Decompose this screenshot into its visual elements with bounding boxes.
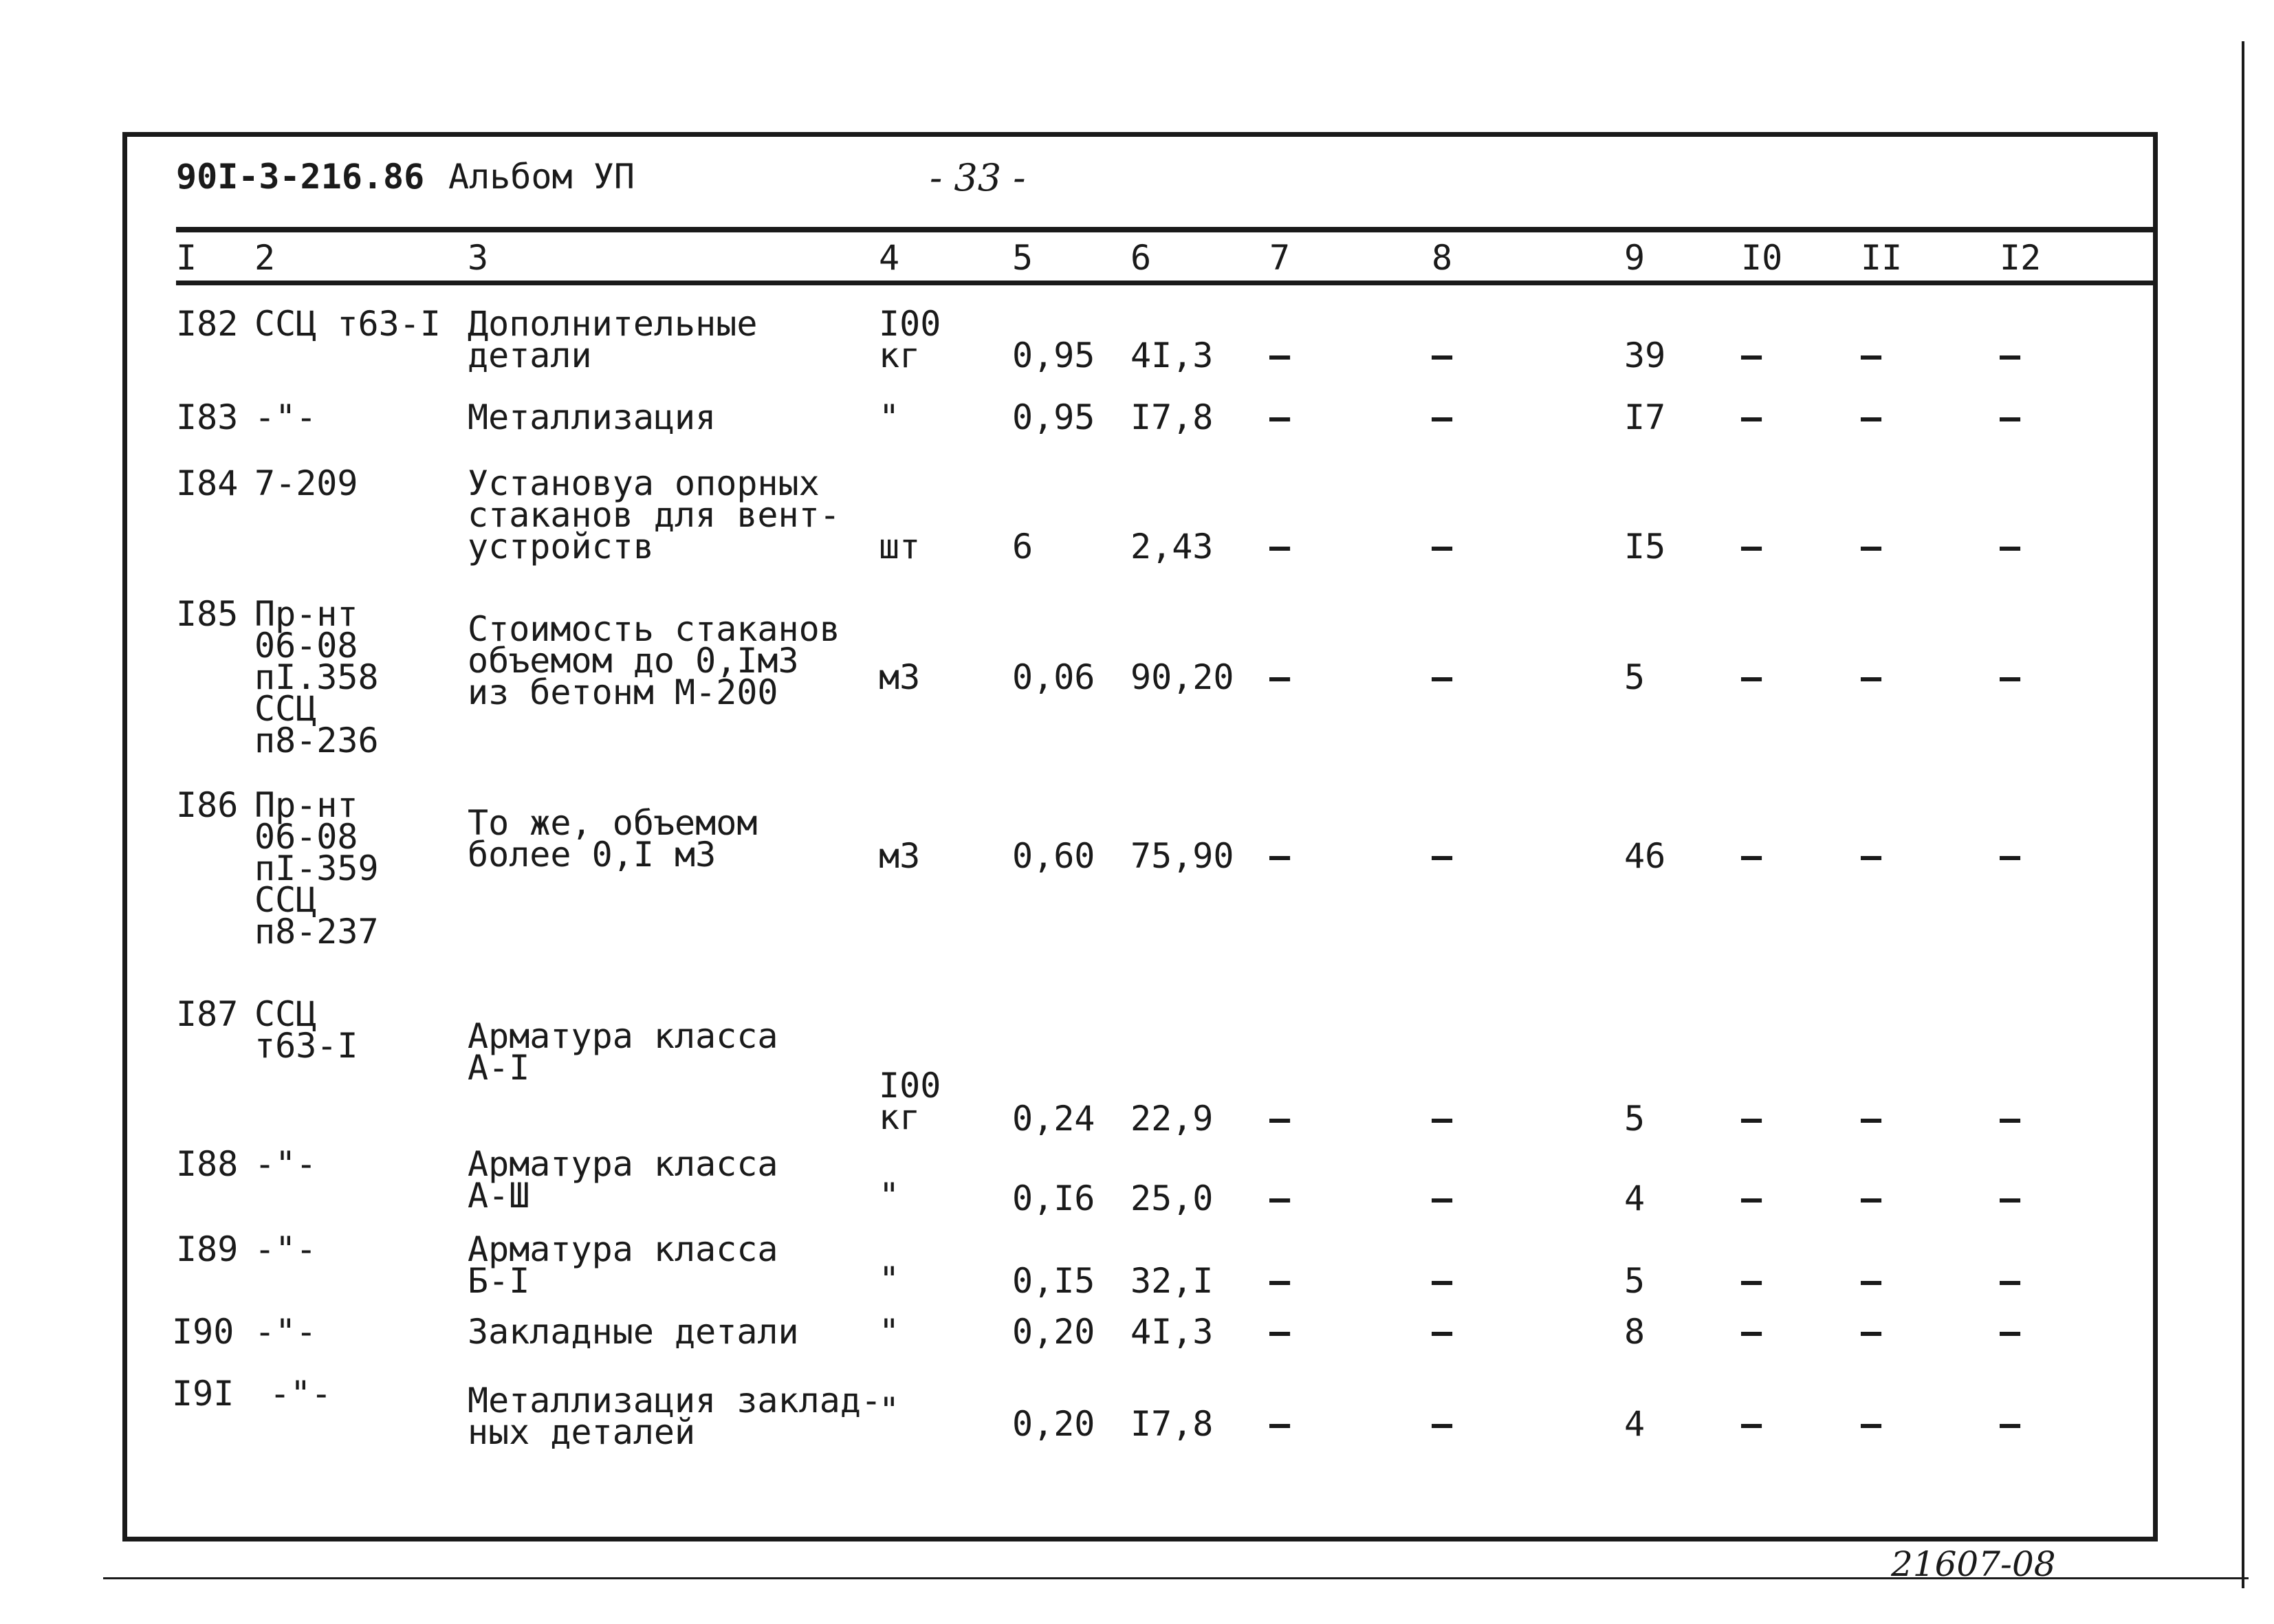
row-unit: " xyxy=(879,1312,900,1352)
row-total: 8 xyxy=(1624,1312,1646,1352)
row-unit: м3 xyxy=(879,657,921,697)
row-col7: – xyxy=(1269,1312,1291,1352)
document-code: 90I-3-216.86 xyxy=(176,157,425,197)
row-name: Металлизация xyxy=(468,397,717,437)
row-unit: I00 кг xyxy=(879,304,941,375)
column-number: 5 xyxy=(1012,238,1034,278)
row-name: Закладные детали xyxy=(468,1312,799,1352)
row-number: I82 xyxy=(176,304,239,344)
row-name: Арматура класса А-I xyxy=(468,1016,778,1088)
row-col12: – xyxy=(2000,397,2021,437)
row-col7: – xyxy=(1269,657,1291,697)
row-col10: – xyxy=(1741,1178,1762,1218)
row-code: Пр-нт 06-08 пI.358 ССЦ п8-236 xyxy=(254,594,379,760)
row-unit: м3 xyxy=(879,836,921,876)
row-col7: – xyxy=(1269,527,1291,567)
row-col12: – xyxy=(2000,527,2021,567)
column-number: 4 xyxy=(879,238,900,278)
row-price: 4I,3 xyxy=(1130,336,1214,375)
row-col7: – xyxy=(1269,836,1291,876)
row-col12: – xyxy=(2000,1261,2021,1301)
row-total: 5 xyxy=(1624,657,1646,697)
row-col8: – xyxy=(1432,336,1453,375)
row-total: I7 xyxy=(1624,397,1666,437)
row-col11: – xyxy=(1861,397,1882,437)
column-number: I2 xyxy=(2000,238,2042,278)
column-number: 2 xyxy=(254,238,276,278)
row-unit: I00 кг xyxy=(879,1066,941,1137)
header-rule-top xyxy=(176,227,2154,232)
row-unit: " xyxy=(879,1260,900,1299)
row-qty: 0,20 xyxy=(1012,1404,1095,1444)
row-col10: – xyxy=(1741,657,1762,697)
row-col12: – xyxy=(2000,836,2021,876)
row-code: -"- xyxy=(254,1229,317,1269)
row-price: I7,8 xyxy=(1130,397,1214,437)
row-code: Пр-нт 06-08 пI-359 ССЦ п8-237 xyxy=(254,785,379,952)
row-code: -"- xyxy=(254,1144,317,1184)
row-code: -"- xyxy=(254,397,317,437)
row-col12: – xyxy=(2000,336,2021,375)
row-col8: – xyxy=(1432,836,1453,876)
row-col8: – xyxy=(1432,1404,1453,1444)
row-qty: 0,24 xyxy=(1012,1099,1095,1139)
right-margin-line xyxy=(2242,41,2244,1588)
row-col11: – xyxy=(1861,1261,1882,1301)
row-qty: 0,06 xyxy=(1012,657,1095,697)
column-number: II xyxy=(1861,238,1903,278)
row-price: 2,43 xyxy=(1130,527,1214,567)
row-number: I86 xyxy=(176,785,239,825)
row-col11: – xyxy=(1861,657,1882,697)
footer-stamp: 21607-08 xyxy=(1891,1544,2056,1584)
column-number: 3 xyxy=(468,238,489,278)
row-col7: – xyxy=(1269,1178,1291,1218)
row-col11: – xyxy=(1861,1099,1882,1139)
row-col11: – xyxy=(1861,1404,1882,1444)
row-code: ССЦ т63-I xyxy=(254,994,358,1066)
row-total: 5 xyxy=(1624,1099,1646,1139)
row-col8: – xyxy=(1432,1312,1453,1352)
row-col11: – xyxy=(1861,527,1882,567)
row-total: 46 xyxy=(1624,836,1666,876)
row-number: I87 xyxy=(176,994,239,1034)
row-qty: 0,I5 xyxy=(1012,1261,1095,1301)
row-number: I83 xyxy=(176,397,239,437)
row-col12: – xyxy=(2000,657,2021,697)
row-unit: " xyxy=(879,397,900,437)
row-col11: – xyxy=(1861,836,1882,876)
row-price: 32,I xyxy=(1130,1261,1214,1301)
row-price: 75,90 xyxy=(1130,836,1234,876)
row-name: Стоимость стаканов объемом до 0,Iм3 из бетонм М-200 xyxy=(468,609,840,712)
column-number: 8 xyxy=(1432,238,1453,278)
row-code: ССЦ т63-I xyxy=(254,304,441,344)
row-col10: – xyxy=(1741,397,1762,437)
row-col7: – xyxy=(1269,1404,1291,1444)
row-col7: – xyxy=(1269,397,1291,437)
row-price: I7,8 xyxy=(1130,1404,1214,1444)
row-col12: – xyxy=(2000,1178,2021,1218)
row-qty: 0,20 xyxy=(1012,1312,1095,1352)
row-qty: 0,I6 xyxy=(1012,1178,1095,1218)
row-price: 90,20 xyxy=(1130,657,1234,697)
row-code: -"- xyxy=(270,1374,332,1414)
row-col11: – xyxy=(1861,336,1882,375)
row-unit: " xyxy=(879,1390,900,1430)
row-col8: – xyxy=(1432,657,1453,697)
row-col7: – xyxy=(1269,336,1291,375)
row-number: I9I xyxy=(172,1374,234,1414)
row-col10: – xyxy=(1741,836,1762,876)
row-col8: – xyxy=(1432,527,1453,567)
column-number: 6 xyxy=(1130,238,1152,278)
row-number: I89 xyxy=(176,1229,239,1269)
row-col10: – xyxy=(1741,527,1762,567)
row-total: I5 xyxy=(1624,527,1666,567)
row-total: 39 xyxy=(1624,336,1666,375)
row-number: I84 xyxy=(176,463,239,503)
column-number: I0 xyxy=(1741,238,1783,278)
row-name: Арматура класса А-Ш xyxy=(468,1144,778,1216)
column-number: I xyxy=(176,238,197,278)
row-col7: – xyxy=(1269,1261,1291,1301)
row-unit: " xyxy=(879,1176,900,1216)
row-unit: шт xyxy=(879,527,921,567)
row-name: Металлизация заклад- ных деталей xyxy=(468,1381,882,1452)
row-number: I90 xyxy=(172,1312,234,1352)
column-number: 7 xyxy=(1269,238,1291,278)
row-code: -"- xyxy=(254,1312,317,1352)
row-col8: – xyxy=(1432,397,1453,437)
row-price: 22,9 xyxy=(1130,1099,1214,1139)
row-number: I85 xyxy=(176,594,239,634)
row-qty: 0,60 xyxy=(1012,836,1095,876)
row-col7: – xyxy=(1269,1099,1291,1139)
row-col12: – xyxy=(2000,1099,2021,1139)
row-price: 25,0 xyxy=(1130,1178,1214,1218)
album-label: Альбом УП xyxy=(448,157,635,197)
header-rule-bottom xyxy=(176,281,2154,285)
row-qty: 6 xyxy=(1012,527,1034,567)
row-col10: – xyxy=(1741,1312,1762,1352)
row-col8: – xyxy=(1432,1099,1453,1139)
row-name: Дополнительные детали xyxy=(468,304,758,375)
row-name: Арматура класса Б-I xyxy=(468,1229,778,1301)
row-qty: 0,95 xyxy=(1012,397,1095,437)
row-col11: – xyxy=(1861,1178,1882,1218)
row-col10: – xyxy=(1741,336,1762,375)
row-price: 4I,3 xyxy=(1130,1312,1214,1352)
row-total: 4 xyxy=(1624,1178,1646,1218)
row-name: То же, объемом более 0,I м3 xyxy=(468,803,758,875)
page-number: - 33 - xyxy=(930,156,1026,199)
row-col12: – xyxy=(2000,1404,2021,1444)
row-qty: 0,95 xyxy=(1012,336,1095,375)
column-number: 9 xyxy=(1624,238,1646,278)
row-col12: – xyxy=(2000,1312,2021,1352)
row-total: 5 xyxy=(1624,1261,1646,1301)
row-col8: – xyxy=(1432,1178,1453,1218)
row-col10: – xyxy=(1741,1261,1762,1301)
row-code: 7-209 xyxy=(254,463,358,503)
row-name: Установуа опорных стаканов для вент- устройств xyxy=(468,463,840,567)
row-number: I88 xyxy=(176,1144,239,1184)
row-col11: – xyxy=(1861,1312,1882,1352)
row-col10: – xyxy=(1741,1404,1762,1444)
row-col8: – xyxy=(1432,1261,1453,1301)
row-total: 4 xyxy=(1624,1404,1646,1444)
row-col10: – xyxy=(1741,1099,1762,1139)
